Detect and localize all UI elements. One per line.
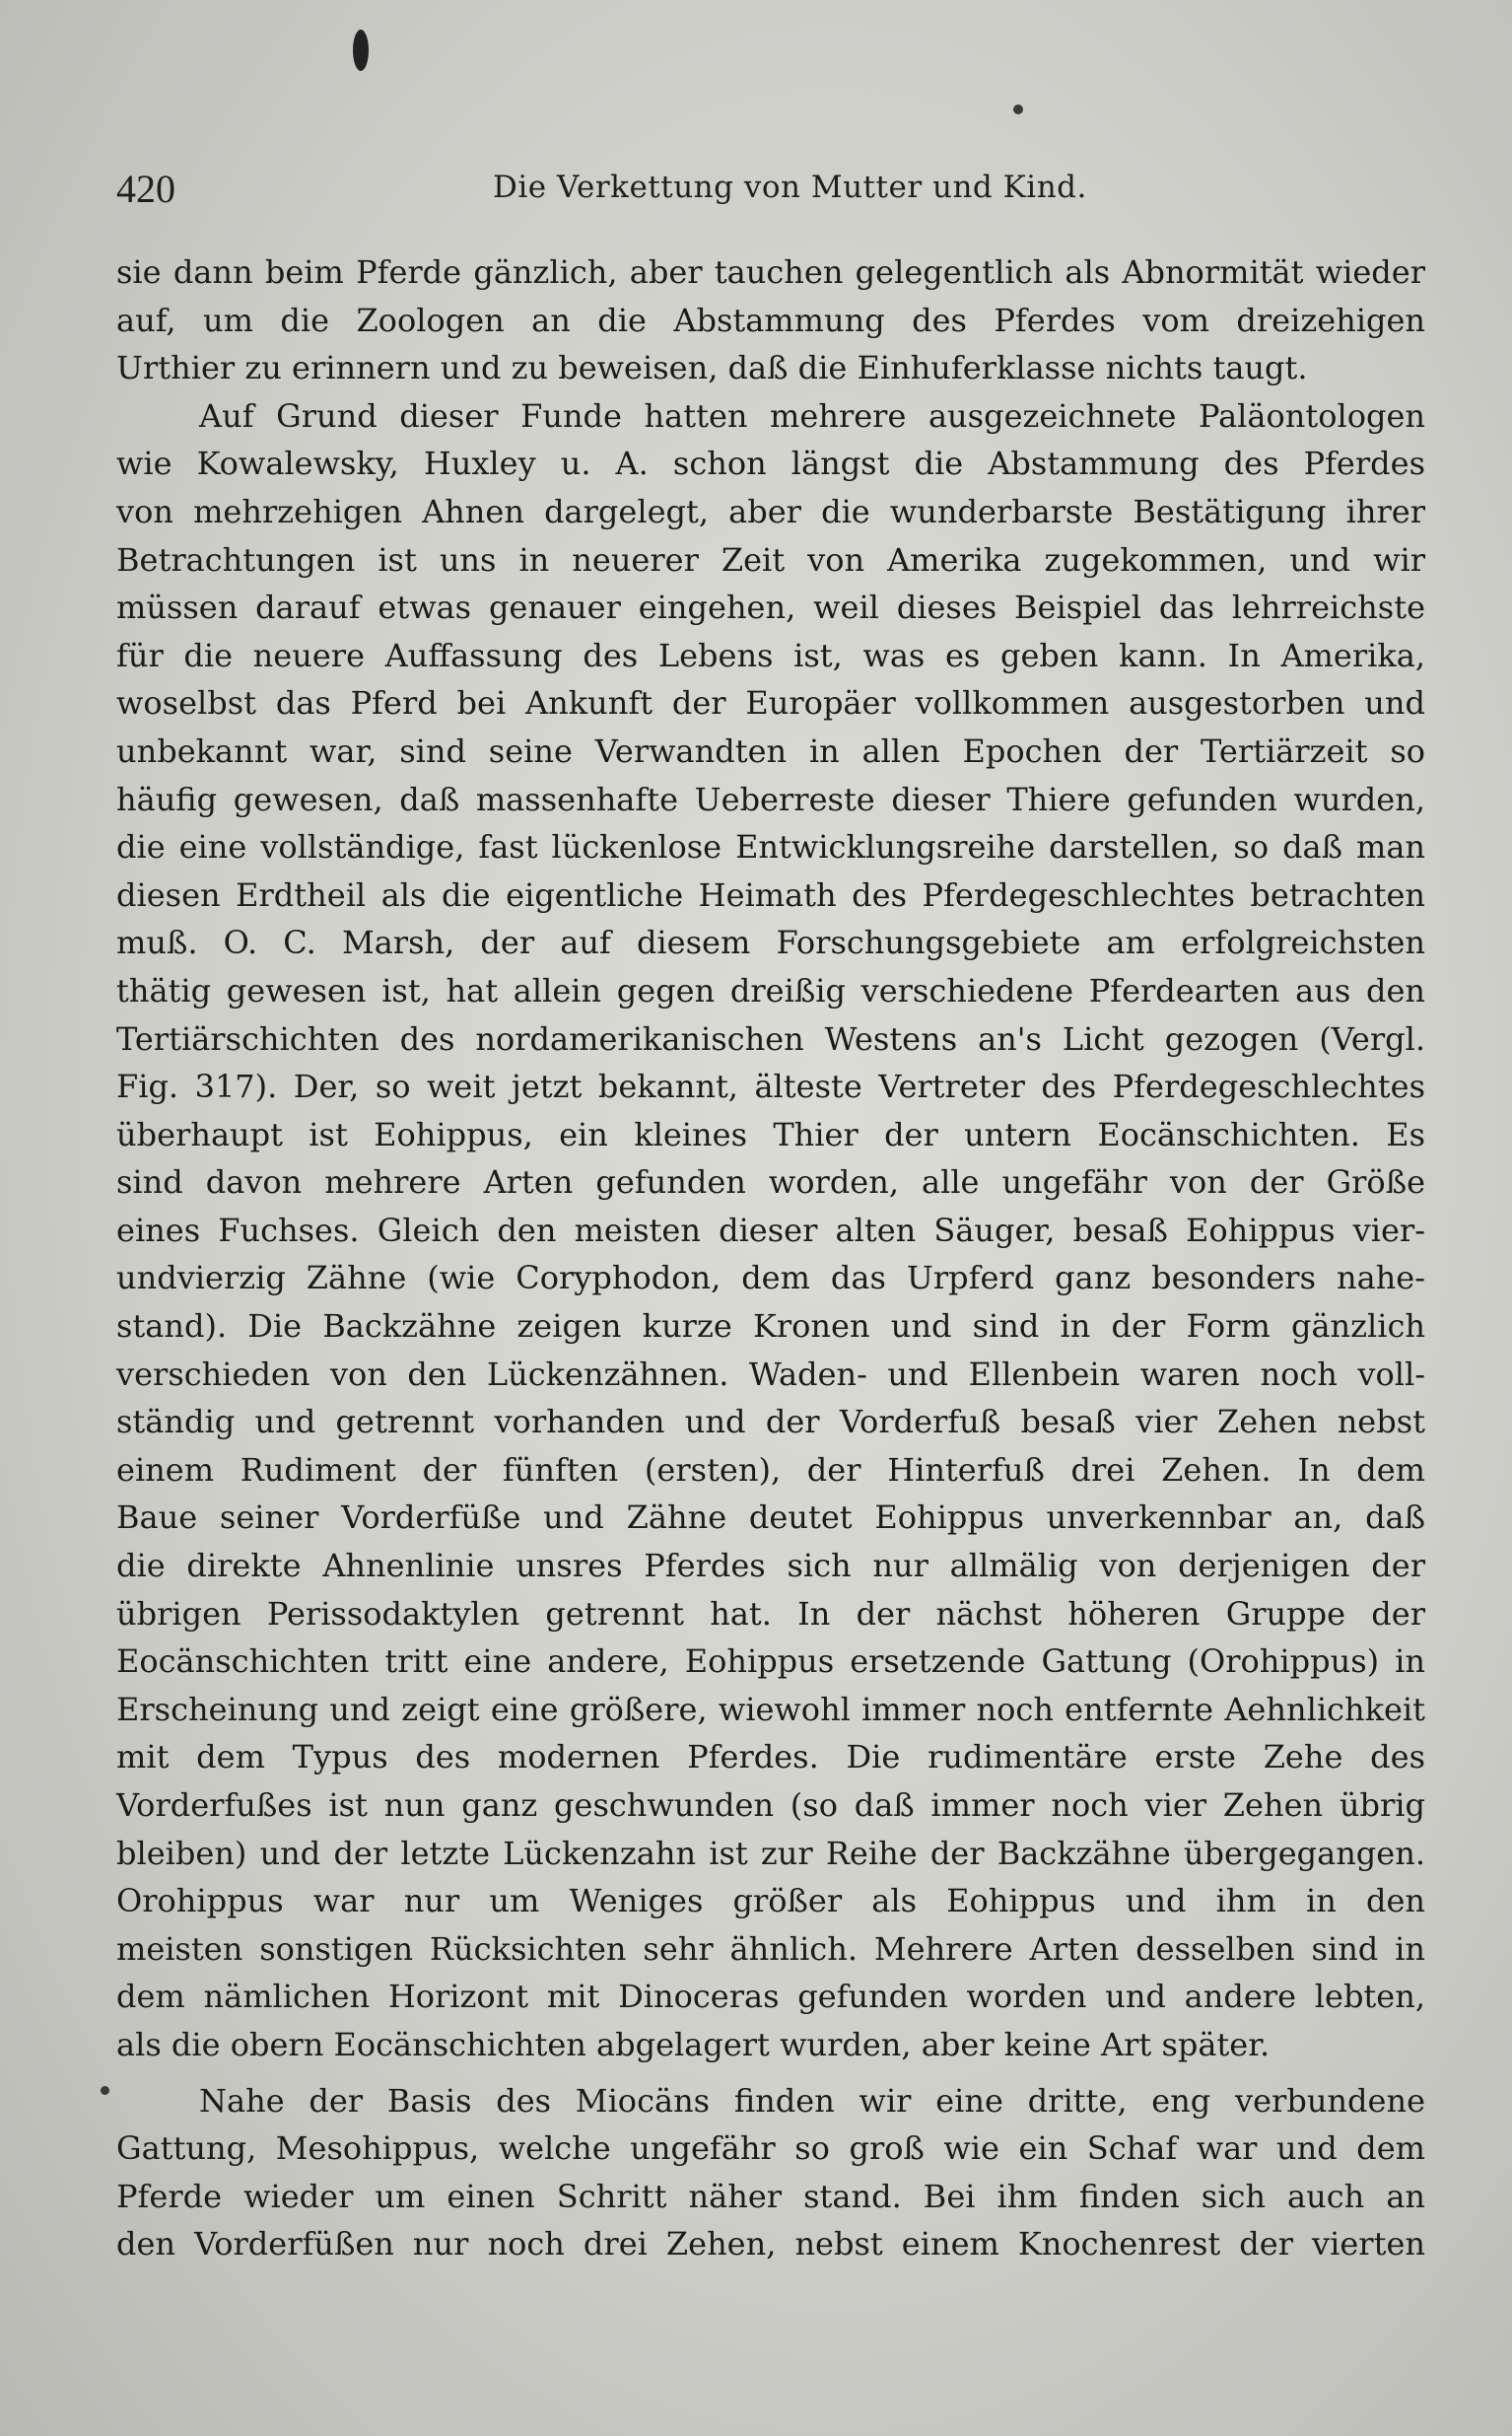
- page-number: 420: [116, 167, 175, 211]
- text-line: eines Fuchses. Gleich den meisten dieser alten Säuger, besaß Eohippus vier-: [116, 1211, 1425, 1249]
- text-line: Betrachtungen ist uns in neuerer Zeit von Amerika zugekommen, und wir: [116, 540, 1425, 579]
- text-line: den Vorderfüßen nur noch drei Zehen, nebst einem Knochenrest der vierten: [116, 2225, 1425, 2263]
- text-line: stand). Die Backzähne zeigen kurze Kronen und sind in der Form gänzlich: [116, 1307, 1425, 1346]
- paragraph: [116, 2077, 1425, 2268]
- text-line: Orohippus war nur um Weniges größer als Eohippus und ihm in den: [116, 1882, 1425, 1920]
- text-line: Gattung, Mesohippus, welche ungefähr so groß wie ein Schaf war und dem: [116, 2129, 1425, 2168]
- text-line: häufig gewesen, daß massenhafte Ueberreste dieser Thiere gefunden wurden,: [116, 780, 1425, 818]
- text-line: Urthier zu erinnern und zu beweisen, daß die Einhuferklasse nichts taugt.: [116, 349, 1308, 387]
- text-line: sind davon mehrere Arten gefunden worden, alle ungefähr von der Größe: [116, 1163, 1425, 1202]
- text-line: müssen darauf etwas genauer eingehen, weil dieses Beispiel das lehrreichste: [116, 589, 1425, 627]
- text-line: sie dann beim Pferde gänzlich, aber tauchen gelegentlich als Abnormität wieder: [116, 253, 1425, 291]
- paragraph: [116, 248, 1425, 392]
- text-line: wie Kowalewsky, Huxley u. A. schon längst die Abstammung des Pferdes: [116, 445, 1425, 483]
- text-line: Vorderfußes ist nun ganz geschwunden (so daß immer noch vier Zehen übrig: [116, 1786, 1425, 1824]
- body-text: [116, 248, 1425, 2268]
- text-line: Nahe der Basis des Miocäns finden wir eine dritte, eng verbundene: [199, 2081, 1425, 2120]
- paragraph-gap: [116, 2069, 1425, 2077]
- text-line: Erscheinung und zeigt eine größere, wiewohl immer noch entfernte Aehnlichkeit: [116, 1690, 1425, 1728]
- text-line: bleiben) und der letzte Lückenzahn ist zur Reihe der Backzähne übergegangen.: [116, 1834, 1425, 1872]
- text-line: die eine vollständige, fast lückenlose Entwicklungsreihe darstellen, so daß man: [116, 828, 1425, 867]
- text-line: einem Rudiment der fünften (ersten), der Hinterfuß drei Zehen. In dem: [116, 1450, 1425, 1489]
- text-line: woselbst das Pferd bei Ankunft der Europäer vollkommen ausgestorben und: [116, 684, 1425, 723]
- page-header: [108, 166, 1419, 225]
- text-line: mit dem Typus des modernen Pferdes. Die rudimentäre erste Zehe des: [116, 1738, 1425, 1776]
- ink-spot: [353, 30, 369, 71]
- text-line: überhaupt ist Eohippus, ein kleines Thier der untern Eocänschichten. Es: [116, 1115, 1425, 1153]
- text-line: von mehrzehigen Ahnen dargelegt, aber die wunderbarste Bestätigung ihrer: [116, 492, 1425, 530]
- text-line: auf, um die Zoologen an die Abstammung des Pferdes vom dreizehigen: [116, 301, 1425, 339]
- text-line: Baue seiner Vorderfüße und Zähne deutet Eohippus unverkennbar an, daß: [116, 1498, 1425, 1537]
- text-line: dem nämlichen Horizont mit Dinoceras gefunden worden und andere lebten,: [116, 1978, 1425, 2016]
- ink-speck: [101, 2086, 109, 2095]
- running-title: Die Verkettung von Mutter und Kind.: [493, 170, 1087, 205]
- text-line: als die obern Eocänschichten abgelagert wurden, aber keine Art später.: [116, 2025, 1271, 2063]
- paragraph: [116, 392, 1425, 2069]
- text-line: undvierzig Zähne (wie Coryphodon, dem das Urpferd ganz besonders nahe-: [116, 1259, 1425, 1297]
- text-line: die direkte Ahnenlinie unsres Pferdes sich nur allmälig von derjenigen der: [116, 1547, 1425, 1585]
- text-line: Eocänschichten tritt eine andere, Eohippus ersetzende Gattung (Orohippus) in: [116, 1642, 1425, 1681]
- text-line: übrigen Perissodaktylen getrennt hat. In der nächst höheren Gruppe der: [116, 1594, 1425, 1633]
- text-line: Pferde wieder um einen Schritt näher stand. Bei ihm finden sich auch an: [116, 2177, 1425, 2215]
- text-line: Fig. 317). Der, so weit jetzt bekannt, älteste Vertreter des Pferdegeschlechtes: [116, 1068, 1425, 1106]
- text-line: für die neuere Auffassung des Lebens ist, was es geben kann. In Amerika,: [116, 636, 1425, 674]
- text-line: Tertiärschichten des nordamerikanischen Westens an's Licht gezogen (Vergl.: [116, 1019, 1425, 1058]
- text-line: thätig gewesen ist, hat allein gegen dreißig verschiedene Pferdearten aus den: [116, 971, 1425, 1009]
- ink-speck: [1013, 104, 1023, 114]
- text-line: unbekannt war, sind seine Verwandten in allen Epochen der Tertiärzeit so: [116, 731, 1425, 770]
- text-line: Auf Grund dieser Funde hatten mehrere ausgezeichnete Paläontologen: [199, 396, 1425, 435]
- text-line: diesen Erdtheil als die eigentliche Heimath des Pferdegeschlechtes betrachten: [116, 875, 1425, 914]
- text-line: muß. O. C. Marsh, der auf diesem Forschungsgebiete am erfolgreichsten: [116, 924, 1425, 962]
- text-line: meisten sonstigen Rücksichten sehr ähnlich. Mehrere Arten desselben sind in: [116, 1929, 1425, 1968]
- text-line: ständig und getrennt vorhanden und der Vorderfuß besaß vier Zehen nebst: [116, 1403, 1425, 1441]
- text-line: verschieden von den Lückenzähnen. Waden- und Ellenbein waren noch voll-: [116, 1355, 1425, 1393]
